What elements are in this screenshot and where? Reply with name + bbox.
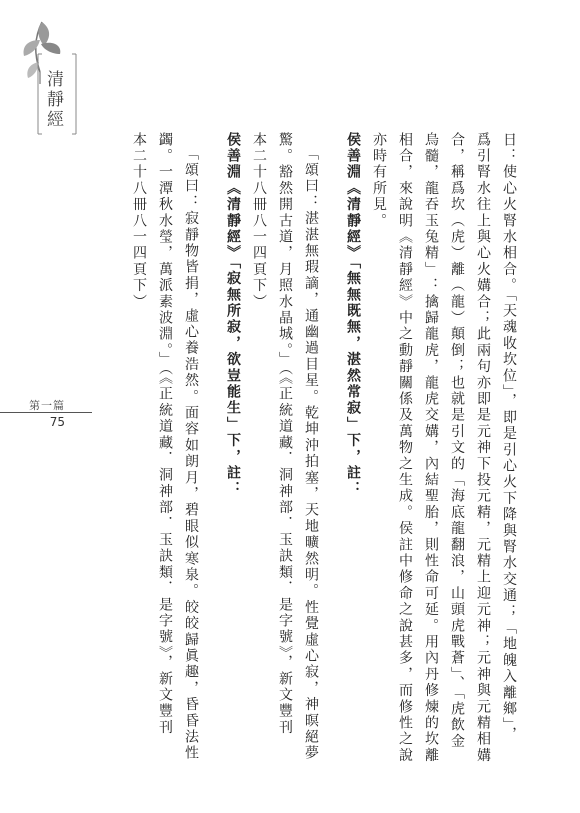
heading-column <box>220 132 246 768</box>
footer-rule <box>0 412 92 413</box>
heading-book-title: 《清靜經》 <box>345 180 361 262</box>
body-column: 相合，來說明《清靜經》中之動靜關係及萬物之生成。侯註中修命之說甚多，而修性之說 <box>397 132 413 764</box>
quote-column: 「頌曰：湛湛無瑕謫，通幽過目星。乾坤沖拍塞，天地曠然明。性覺虛心寂，神暝絕夢 <box>303 146 319 762</box>
heading-quote: 「無無既無，湛然常寂」 <box>345 261 361 433</box>
quote-column: 蠲。一潭秋水瑩，萬派素波淵。」（《正統道藏．洞神部．玉訣類．是字號》，新文豐刊 <box>157 132 173 736</box>
body-column: 日：使心火腎水相合。「天魂收坎位」，即是引心火下降與腎水交通；「地魄入離鄉」， <box>501 132 517 743</box>
quote-column: 本二十八冊八一四頁下） <box>251 132 267 311</box>
body-column: 烏髓，龍吞玉兔精」：擒歸龍虎，龍虎交媾，內結聖胎，則性命可延。用內丹修煉的坎離 <box>423 132 439 764</box>
page-number: 75 <box>49 415 65 429</box>
main-text <box>126 132 522 768</box>
heading-author: 侯善淵 <box>225 132 241 181</box>
body-column: 亦時有所見。 <box>371 132 387 230</box>
logo-title: 清靜經 <box>43 70 63 130</box>
quote-column: 驚。豁然開古道，月照水晶城。」（《正統道藏．洞神部．玉訣類．是字號》，新文豐刊 <box>277 132 293 736</box>
quote-column: 本二十八冊八一四頁下） <box>131 132 147 311</box>
heading-book-title: 《清靜經》 <box>225 180 241 262</box>
heading-quote: 「寂無所寂，欲豈能生」 <box>225 261 241 433</box>
heading-suffix: 下，註： <box>345 432 361 498</box>
footer-section-label: 第一篇 <box>29 399 65 412</box>
quote-column: 「頌曰：寂靜物皆捐，虛心養浩然。面容如朗月，碧眼似寒泉。皎皎歸眞趣，昏昏法性 <box>183 146 199 762</box>
heading-author: 侯善淵 <box>345 132 361 181</box>
body-column: 爲引腎水往上與心火媾合；此兩句亦即是元神下投元精，元精上迎元神；元神與元精相媾 <box>475 132 491 764</box>
body-column: 合，稱爲坎（虎）離（龍）顛倒；也就是引文的「海底龍翻浪，山頭虎戰蒼」、「虎飲金 <box>449 132 465 750</box>
heading-column <box>340 132 366 768</box>
heading-suffix: 下，註： <box>225 432 241 498</box>
